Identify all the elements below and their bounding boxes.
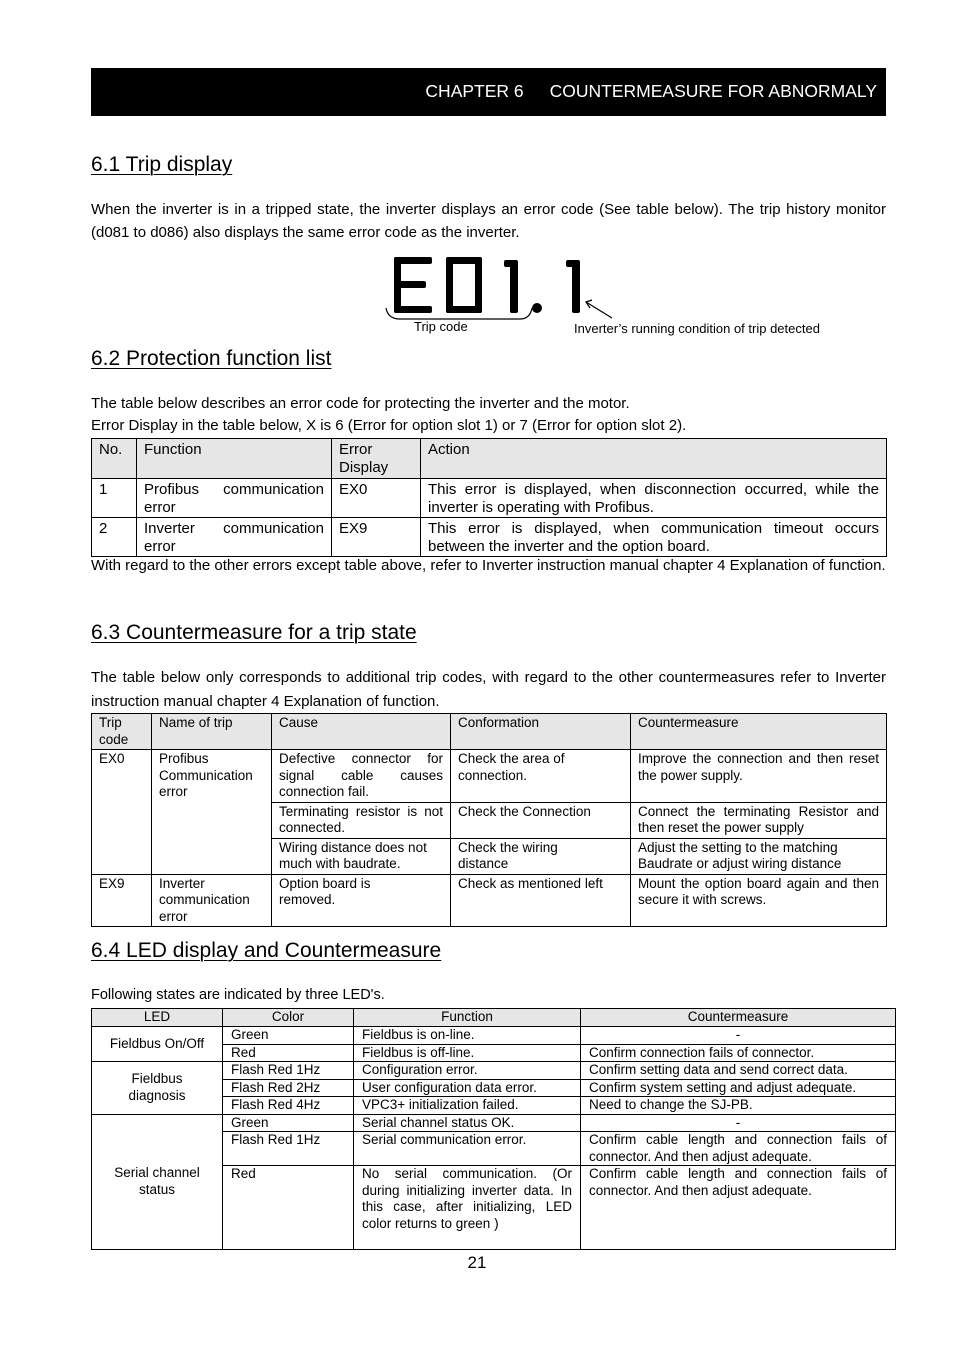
section-6-4-paragraph: Following states are indicated by three LED's. <box>91 987 385 1003</box>
condition-arrow <box>586 302 612 318</box>
countermeasure-cell: Adjust the setting to the matching Baudrate or adjust wiring distance <box>631 838 887 874</box>
countermeasure-cell: Confirm system setting and adjust adequate. <box>581 1079 896 1097</box>
col-color: Color <box>223 1009 354 1027</box>
color-cell: Flash Red 2Hz <box>223 1079 354 1097</box>
seven-segment-display <box>394 257 580 313</box>
function-cell: Fieldbus is off-line. <box>354 1044 581 1062</box>
countermeasure-cell: Confirm cable length and connection fails of connector. And then adjust adequate. <box>581 1132 896 1166</box>
countermeasure-cell: Connect the terminating Resistor and then reset the power supply <box>631 802 887 838</box>
section-6-2-after: With regard to the other errors except table above, refer to Inverter instruction manual chapter 4 Explanation of function. <box>91 557 886 574</box>
conformation-cell: Check the wiring distance <box>451 838 631 874</box>
col-conformation: Conformation <box>451 714 631 750</box>
condition-label: Inverter’s running condition of trip detected <box>574 321 820 336</box>
chapter-title <box>425 81 877 102</box>
trip-name-cell: Inverter communication error <box>152 874 272 927</box>
table-row <box>92 1114 896 1132</box>
table-header-row <box>92 714 887 750</box>
table-row <box>92 750 887 803</box>
cause-cell: Terminating resistor is not connected. <box>272 802 451 838</box>
cause-cell: Wiring distance does not much with baudrate. <box>272 838 451 874</box>
section-heading-6-1: 6.1 Trip display <box>91 153 233 176</box>
function-cell: Serial channel status OK. <box>354 1114 581 1132</box>
col-function: Function <box>354 1009 581 1027</box>
display-trip-code <box>380 252 381 253</box>
row-action: This error is displayed, when communication timeout occurs between the inverter and the option board. <box>421 518 887 557</box>
color-cell: Green <box>223 1114 354 1132</box>
trip-name-cell: Profibus Communication error <box>152 750 272 875</box>
section-6-2-para2: Error Display in the table below, X is 6 (Error for option slot 1) or 7 (Error for option slot 2). <box>91 417 687 434</box>
table-row <box>92 518 887 557</box>
color-cell: Flash Red 1Hz <box>223 1062 354 1080</box>
col-cause: Cause <box>272 714 451 750</box>
trip-code-label: Trip code <box>414 319 468 334</box>
table-row <box>92 479 887 518</box>
table-header-row <box>92 1009 896 1027</box>
section-6-1-paragraph: When the inverter is in a tripped state, the inverter displays an error code (See table below). The trip history monitor (d081 to d086) also displays the same error code as the inverter. <box>91 201 886 241</box>
section-6-3-paragraph: The table below only corresponds to additional trip codes, with regard to the other countermeasures refer to Inverter instruction manual chapter 4 Explanation of function. <box>91 669 886 710</box>
row-function: Profibus communication error <box>137 479 332 518</box>
led-name-cell: Fieldbus On/Off <box>92 1027 223 1062</box>
col-action: Action <box>421 439 887 479</box>
table-row <box>92 1027 896 1045</box>
col-trip-code: Trip code <box>92 714 152 750</box>
section-heading-6-3: 6.3 Countermeasure for a trip state <box>91 621 417 644</box>
color-cell: Red <box>223 1166 354 1250</box>
col-countermeasure: Countermeasure <box>581 1009 896 1027</box>
function-cell: Fieldbus is on-line. <box>354 1027 581 1045</box>
chapter-name: COUNTERMEASURE FOR ABNORMALY <box>549 81 877 101</box>
section-6-2-para1: The table below describes an error code for protecting the inverter and the motor. <box>91 395 630 412</box>
col-function: Function <box>137 439 332 479</box>
section-heading-6-4: 6.4 LED display and Countermeasure <box>91 939 442 962</box>
row-error-display: EX9 <box>332 518 421 557</box>
display-text <box>380 252 381 253</box>
col-countermeasure: Countermeasure <box>631 714 887 750</box>
color-cell: Red <box>223 1044 354 1062</box>
row-no: 1 <box>92 479 137 518</box>
section-6-2-intro <box>91 393 886 437</box>
function-cell: User configuration data error. <box>354 1079 581 1097</box>
color-cell: Green <box>223 1027 354 1045</box>
function-cell: VPC3+ initialization failed. <box>354 1097 581 1115</box>
countermeasure-cell: - <box>581 1114 896 1132</box>
countermeasure-cell: - <box>581 1027 896 1045</box>
section-heading-6-2: 6.2 Protection function list <box>91 347 332 370</box>
conformation-cell: Check as mentioned left <box>451 874 631 927</box>
countermeasure-cell: Confirm cable length and connection fails of connector. And then adjust adequate. <box>581 1166 896 1250</box>
function-cell: Configuration error. <box>354 1062 581 1080</box>
protection-function-table <box>91 438 887 557</box>
countermeasure-cell: Confirm setting data and send correct data. <box>581 1062 896 1080</box>
function-cell: No serial communication. (Or during initializing inverter data. In this case, after initializing, LED color returns to green ) <box>354 1166 581 1250</box>
color-cell: Flash Red 1Hz <box>223 1132 354 1166</box>
chapter-number: CHAPTER 6 <box>425 81 524 101</box>
row-no: 2 <box>92 518 137 557</box>
countermeasure-table <box>91 713 887 927</box>
col-led: LED <box>92 1009 223 1027</box>
table-row <box>92 1062 896 1080</box>
color-cell: Flash Red 4Hz <box>223 1097 354 1115</box>
row-error-display: EX0 <box>332 479 421 518</box>
led-table <box>91 1008 896 1250</box>
conformation-cell: Check the Connection <box>451 802 631 838</box>
col-error-display: Error Display <box>332 439 421 479</box>
countermeasure-cell: Improve the connection and then reset the power supply. <box>631 750 887 803</box>
seven-segment-display-figure <box>380 252 620 324</box>
cause-cell: Option board is removed. <box>272 874 451 927</box>
cause-cell: Defective connector for signal cable causes connection fail. <box>272 750 451 803</box>
trip-code-cell: EX9 <box>92 874 152 927</box>
row-action: This error is displayed, when disconnection occurred, while the inverter is operating with Profibus. <box>421 479 887 518</box>
trip-code-cell: EX0 <box>92 750 152 875</box>
countermeasure-cell: Need to change the SJ-PB. <box>581 1097 896 1115</box>
chapter-banner <box>91 68 886 116</box>
row-function: Inverter communication error <box>137 518 332 557</box>
col-name-of-trip: Name of trip <box>152 714 272 750</box>
page-number: 21 <box>467 1253 487 1272</box>
led-name-cell: Fieldbus diagnosis <box>92 1062 223 1115</box>
function-cell: Serial communication error. <box>354 1132 581 1166</box>
led-name-cell: Serial channel status <box>92 1114 223 1250</box>
col-no: No. <box>92 439 137 479</box>
countermeasure-cell: Confirm connection fails of connector. <box>581 1044 896 1062</box>
table-header-row <box>92 439 887 479</box>
table-row <box>92 874 887 927</box>
conformation-cell: Check the area of connection. <box>451 750 631 803</box>
countermeasure-cell: Mount the option board again and then secure it with screws. <box>631 874 887 927</box>
